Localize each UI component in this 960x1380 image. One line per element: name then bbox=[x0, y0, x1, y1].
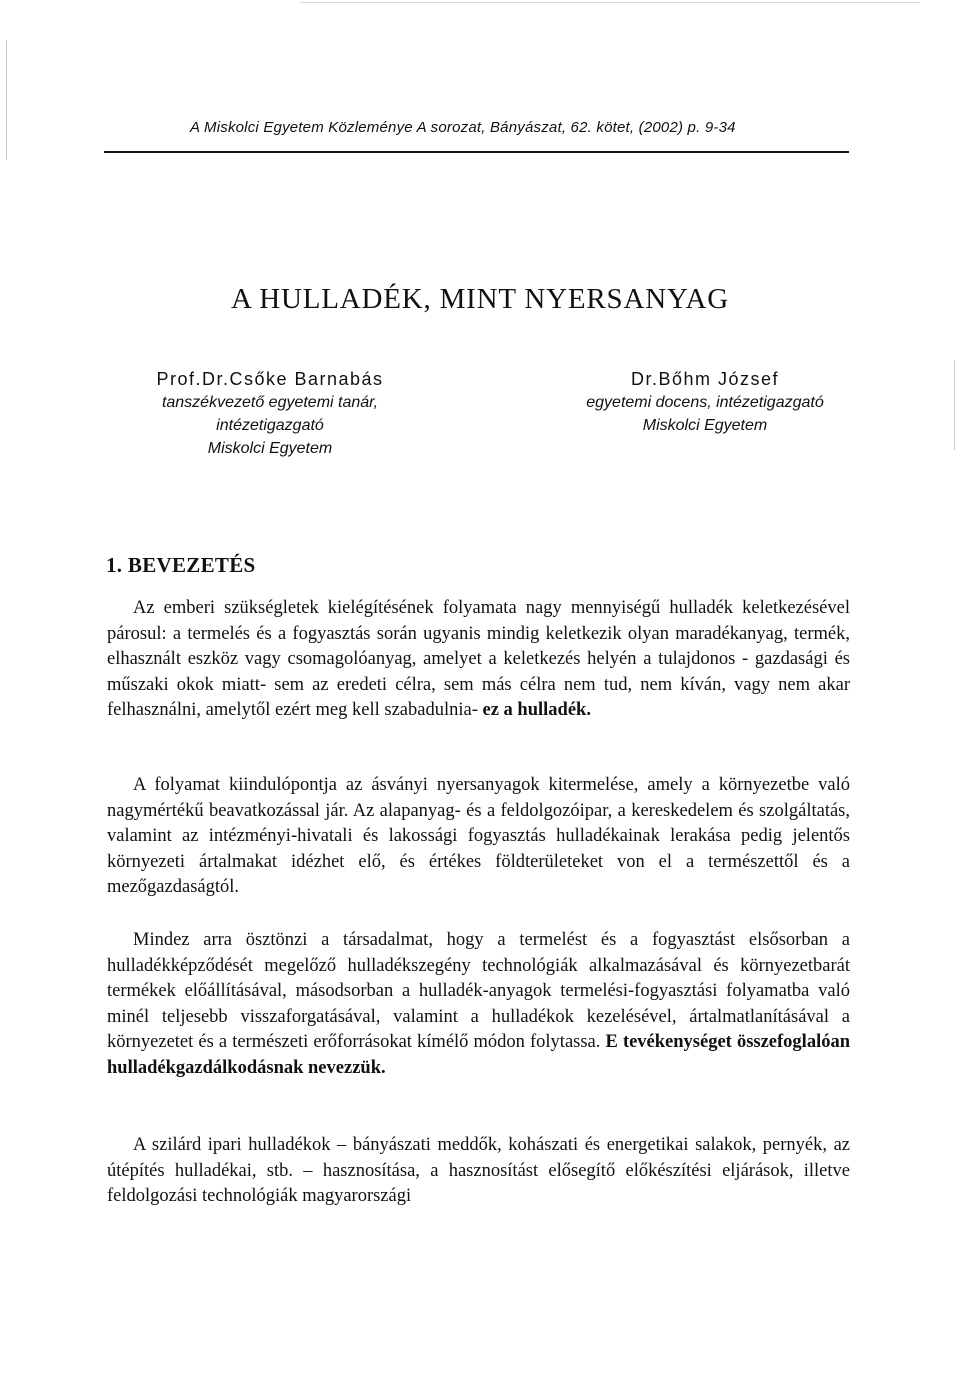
scan-artifact-right bbox=[954, 360, 955, 450]
scan-artifact-left bbox=[6, 40, 7, 160]
paragraph-text: Az emberi szükségletek kielégítésének folyamata nagy mennyiségű hulladék keletkezésével párosul: a termelés és a fogyasztás során ugyanis mindig keletkezik olyan maradékanyag, termék, elhasznált eszköz vagy csomagolóanyag, amelyet a keletkezés helyén a tulajdonos - gazdasági és műszaki okok miatt- sem az eredeti célra, sem más célra nem tud, nem kíván, vagy nem akar felhasználni, amelytől ezért meg kell szabadulnia- bbox=[107, 598, 850, 720]
scan-artifact-top bbox=[300, 2, 920, 3]
paragraph-emphasis: E tevékenységet összefoglalóan hulladékgazdálkodásnak nevezzük. bbox=[107, 1032, 850, 1078]
author-affiliation: tanszékvezető egyetemi tanár, bbox=[161, 394, 379, 411]
author-block-1 bbox=[140, 368, 400, 460]
author-name: Dr.Bőhm József bbox=[630, 369, 780, 389]
paragraph-text: A szilárd ipari hulladékok – bányászati meddők, kohászati és energetikai salakok, pernyék, az útépítés hulladékai, stb. – hasznosítása, a hasznosítást elősegítő előkészítési eljárások, illetve feldolgozási technológiák magyarországi bbox=[107, 1135, 850, 1206]
author-affiliation: Miskolci Egyetem bbox=[207, 440, 333, 457]
paragraph-emphasis: ez a hulladék. bbox=[482, 700, 591, 720]
paragraph-4 bbox=[107, 1133, 850, 1210]
author-affiliation: egyetemi docens, intézetigazgató bbox=[586, 394, 824, 411]
journal-reference: A Miskolci Egyetem Közleménye A sorozat, Bányászat, 62. kötet, (2002) p. 9-34 bbox=[190, 119, 736, 136]
paragraph-2 bbox=[107, 773, 850, 901]
paragraph-1 bbox=[107, 596, 850, 724]
paper-title: A HULLADÉK, MINT NYERSANYAG bbox=[231, 283, 729, 315]
section-heading: 1. BEVEZETÉS bbox=[106, 553, 256, 577]
paragraph-3 bbox=[107, 928, 850, 1081]
author-name: Prof.Dr.Csőke Barnabás bbox=[156, 369, 384, 389]
paragraph-text: A folyamat kiindulópontja az ásványi nyersanyagok kitermelése, amely a környezetbe való nagymértékű beavatkozással jár. Az alapanyag- és a feldolgozóipar, a kereskedelem és szolgáltatás, valamint az intézményi-hivatali és lakossági fogyasztás hulladékainak lerakása pedig jelentős környezeti ártalmakat idézhet elő, és értékes földterületeket von el a természettől és a mezőgazdaságtól. bbox=[107, 775, 850, 897]
author-affiliation: Miskolci Egyetem bbox=[642, 417, 768, 434]
author-block-2 bbox=[525, 368, 885, 437]
paragraph-text: Mindez arra ösztönzi a társadalmat, hogy a termelést és a fogyasztást elsősorban a hulladékképződését megelőző hulladékszegény technológiák alkalmazásával és környezetbarát termékek előállításával, másodsorban a hulladék-anyagok termelési-fogyasztási folyamatba való minél teljesebb visszaforgatásával, valamint a hulladékok kezelésével, ártalmatlanításával a környezetet és a természeti erőforrásokat kímélő módon folytassa. bbox=[107, 930, 850, 1052]
author-affiliation: intézetigazgató bbox=[216, 417, 324, 434]
header-divider bbox=[104, 151, 849, 153]
